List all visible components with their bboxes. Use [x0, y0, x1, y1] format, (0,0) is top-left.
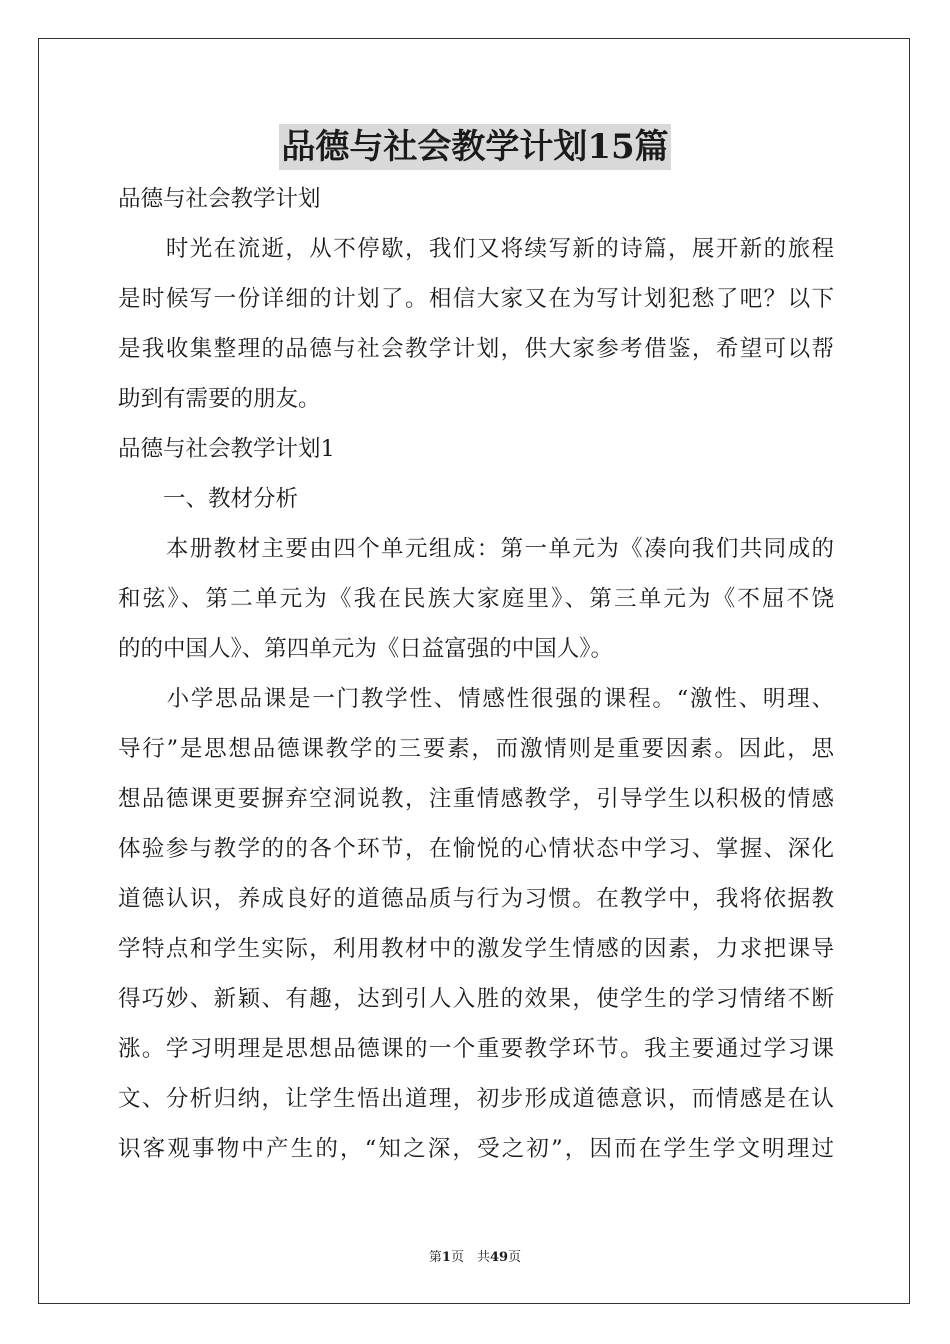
page-border [38, 38, 910, 1304]
intro-line: 助到有需要的朋友。 [118, 386, 321, 412]
paragraph-line: 的的中国人》、第四单元为《日益富强的中国人》。 [118, 636, 614, 662]
intro-line: 时光在流逝，从不停歇，我们又将续写新的诗篇，展开新的旅程 [118, 236, 834, 262]
paragraph-line: 文、分析归纳，让学生悟出道理，初步形成道德意识，而情感是在认 [118, 1086, 834, 1112]
section-title: 品德与社会教学计划1 [118, 436, 335, 462]
paragraph-line: 小学思品课是一门教学性、情感性很强的课程。“激性、明理、 [118, 686, 834, 712]
paragraph-line: 想品德课更要摒弃空洞说教，注重情感教学，引导学生以积极的情感 [118, 786, 834, 812]
heading-textbook-analysis: 一、教材分析 [118, 486, 299, 512]
title-container [0, 124, 950, 170]
paragraph-line: 涨。学习明理是思想品德课的一个重要教学环节。我主要通过学习课 [118, 1036, 834, 1062]
intro-line: 是我收集整理的品德与社会教学计划，供大家参考借鉴，希望可以帮 [118, 336, 834, 362]
footer-page-mid: 页 共 [450, 1250, 490, 1265]
paragraph-line: 道德认识，养成良好的道德品质与行为习惯。在教学中，我将依据教 [118, 886, 834, 912]
document-subtitle: 品德与社会教学计划 [118, 186, 321, 212]
footer-total-pages: 49 [489, 1250, 509, 1265]
paragraph-line: 导行”是思想品德课教学的三要素，而激情则是重要因素。因此，思 [118, 736, 834, 762]
paragraph-line: 和弦》、第二单元为《我在民族大家庭里》、第三单元为《不屈不饶 [118, 586, 834, 612]
page-footer [0, 1246, 950, 1265]
footer-page-number: 1 [441, 1250, 451, 1265]
document-title: 品德与社会教学计划15篇 [279, 124, 670, 170]
paragraph-line: 识客观事物中产生的，“知之深，受之初”，因而在学生学文明理过 [118, 1136, 834, 1162]
paragraph-line: 本册教材主要由四个单元组成：第一单元为《凑向我们共同成的 [118, 536, 834, 562]
intro-line: 是时候写一份详细的计划了。相信大家又在为写计划犯愁了吧？以下 [118, 286, 834, 312]
paragraph-line: 学特点和学生实际，利用教材中的激发学生情感的因素，力求把课导 [118, 936, 834, 962]
footer-page-suffix: 页 [508, 1250, 522, 1265]
footer-page-prefix: 第 [428, 1250, 442, 1265]
paragraph-line: 体验参与教学的的各个环节，在愉悦的心情状态中学习、掌握、深化 [118, 836, 834, 862]
paragraph-line: 得巧妙、新颖、有趣，达到引人入胜的效果，使学生的学习情绪不断 [118, 986, 834, 1012]
